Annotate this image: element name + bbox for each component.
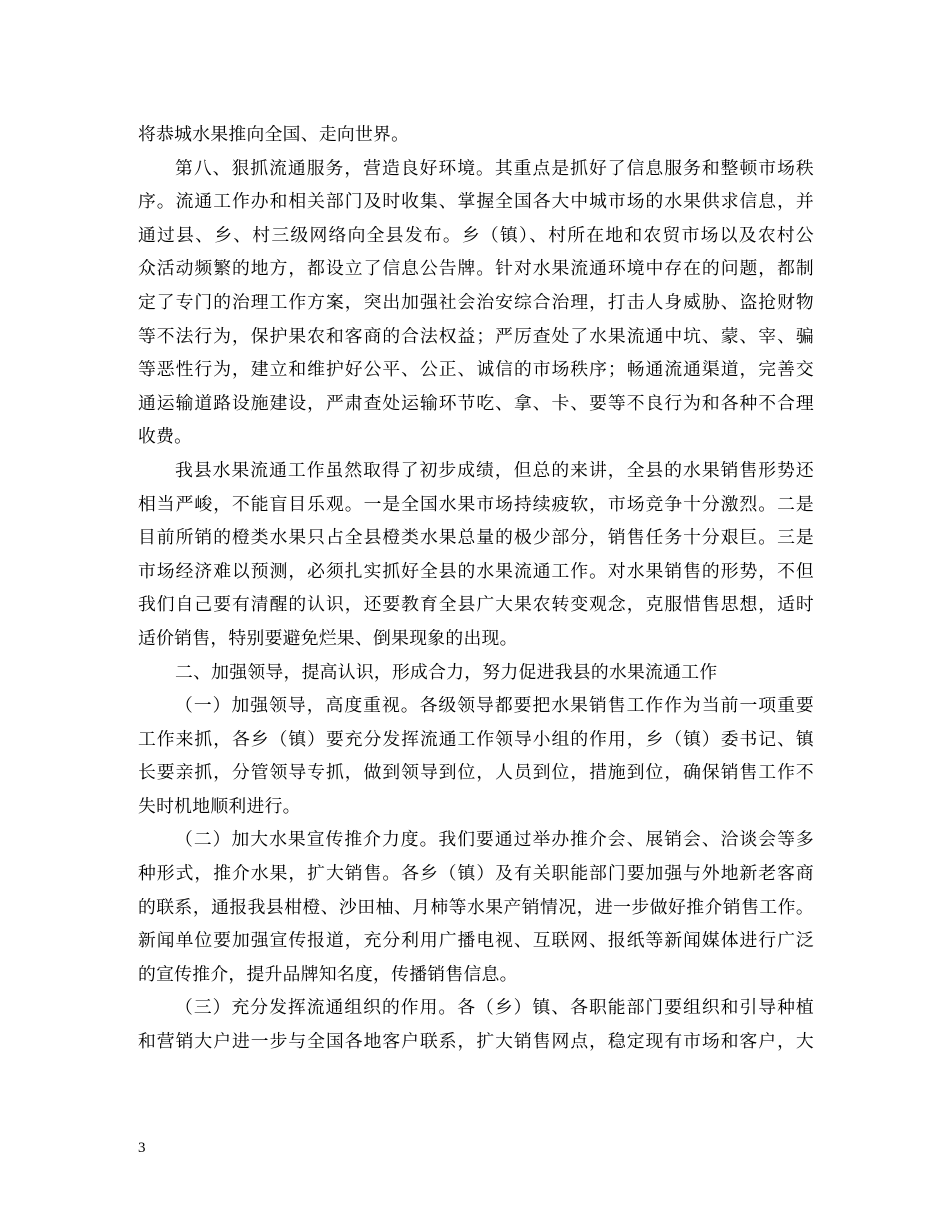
text-line: 二、加强领导，提高认识，形成合力，努力促进我县的水果流通工作 — [175, 661, 718, 683]
text-line: 通运输道路设施建设，严肃查处运输环节吃、拿、卡、要等不良行为和各种不合理 — [138, 392, 814, 414]
text-line: 定了专门的治理工作方案，突出加强社会治安综合治理，打击人身威胁、盗抢财物 — [138, 291, 814, 313]
text-line: 通过县、乡、村三级网络向全县发布。乡（镇）、村所在地和农贸市场以及农村公 — [138, 224, 814, 246]
text-line: （二）加大水果宣传推介力度。我们要通过举办推介会、展销会、洽谈会等多 — [175, 829, 814, 851]
text-line: 相当严峻，不能盲目乐观。一是全国水果市场持续疲软，市场竞争十分激烈。二是 — [138, 493, 814, 515]
text-line: 我县水果流通工作虽然取得了初步成绩，但总的来讲，全县的水果销售形势还 — [175, 459, 814, 481]
text-line: 长要亲抓，分管领导专抓，做到领导到位，人员到位，措施到位，确保销售工作不 — [138, 762, 814, 784]
text-line: 种形式，推介水果，扩大销售。各乡（镇）及有关职能部门要加强与外地新老客商 — [138, 863, 814, 885]
document-body — [138, 118, 814, 1059]
text-line: 工作来抓，各乡（镇）要充分发挥流通工作领导小组的作用，乡（镇）委书记、镇 — [138, 728, 814, 750]
text-line: 等不法行为，保护果农和客商的合法权益；严厉查处了水果流通中坑、蒙、宰、骗 — [138, 325, 814, 347]
text-line: 适价销售，特别要避免烂果、倒果现象的出现。 — [138, 627, 518, 649]
text-line: 收费。 — [138, 426, 193, 448]
text-line: 的宣传推介，提升品牌知名度，传播销售信息。 — [138, 963, 518, 985]
text-line: 等恶性行为，建立和维护好公平、公正、诚信的市场秩序；畅通流通渠道，完善交 — [138, 359, 814, 381]
text-line: 新闻单位要加强宣传报道，充分利用广播电视、互联网、报纸等新闻媒体进行广泛 — [138, 930, 814, 952]
text-line: 第八、狠抓流通服务，营造良好环境。其重点是抓好了信息服务和整顿市场秩 — [175, 157, 814, 179]
text-line: 将恭城水果推向全国、走向世界。 — [138, 124, 410, 145]
text-line: 序。流通工作办和相关部门及时收集、掌握全国各大中城市场的水果供求信息，并 — [138, 191, 814, 213]
text-line: （一）加强领导，高度重视。各级领导都要把水果销售工作作为当前一项重要 — [175, 695, 814, 717]
text-line: 目前所销的橙类水果只占全县橙类水果总量的极少部分，销售任务十分艰巨。三是 — [138, 527, 814, 549]
text-line: 的联系，通报我县柑橙、沙田柚、月柿等水果产销情况，进一步做好推介销售工作。 — [138, 896, 814, 918]
text-line: 和营销大户进一步与全国各地客户联系，扩大销售网点，稳定现有市场和客户，大 — [138, 1031, 814, 1053]
text-line: 失时机地顺利进行。 — [138, 795, 301, 817]
text-line: 我们自己要有清醒的认识，还要教育全县广大果农转变观念，克服惜售思想，适时 — [138, 594, 814, 616]
text-line: 市场经济难以预测，必须扎实抓好全县的水果流通工作。对水果销售的形势，不但 — [138, 560, 814, 582]
text-line: （三）充分发挥流通组织的作用。各（乡）镇、各职能部门要组织和引导种植 — [175, 997, 814, 1019]
text-line: 众活动频繁的地方，都设立了信息公告牌。针对水果流通环境中存在的问题，都制 — [138, 258, 814, 280]
page-number: 3 — [138, 1140, 146, 1156]
